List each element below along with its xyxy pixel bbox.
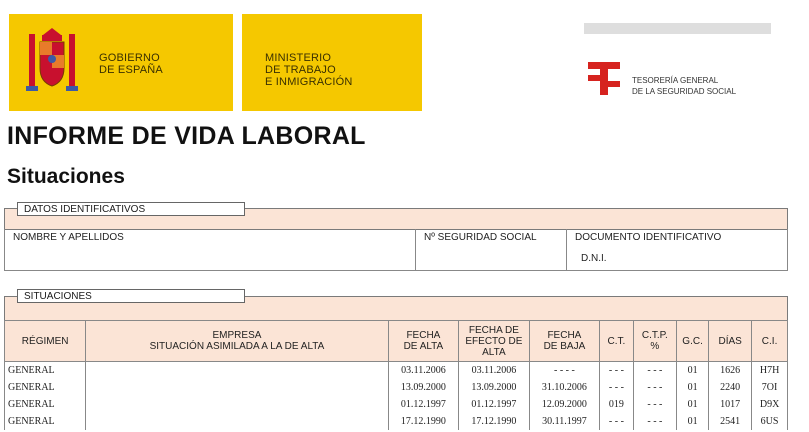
col-header-line: DE ALTA: [403, 341, 444, 352]
cell-dias: 1626: [709, 362, 752, 380]
cell-regimen: GENERAL: [5, 396, 86, 413]
cell-fecha-baja: - - - -: [529, 362, 600, 380]
nss-label: Nº SEGURIDAD SOCIAL: [424, 232, 537, 243]
tgss-line1: TESORERÍA GENERAL: [632, 76, 719, 85]
cell-fecha-efecto-alta: 13.09.2000: [459, 379, 530, 396]
gobierno-espana-logo: [9, 14, 233, 111]
col-header-ci: [752, 321, 788, 362]
col-header-fecha-alta: [388, 321, 459, 362]
gov-name-line1: GOBIERNO: [99, 52, 160, 64]
col-header-line: DÍAS: [718, 335, 742, 347]
cell-fecha-alta: 03.11.2006: [388, 362, 459, 380]
ministry-logo: [242, 14, 422, 111]
page-title: INFORME DE VIDA LABORAL: [7, 122, 366, 150]
cell-fecha-alta: 13.09.2000: [388, 379, 459, 396]
col-header-line: DE BAJA: [543, 341, 586, 352]
cell-ct: - - -: [600, 362, 634, 380]
col-header-line: RÉGIMEN: [21, 335, 69, 347]
cell-fecha-efecto-alta: 01.12.1997: [459, 396, 530, 413]
table-row: [5, 413, 788, 430]
col-header-line: C.T.P.: [641, 330, 668, 341]
col-header-line: SITUACIÓN ASIMILADA A LA DE ALTA: [149, 341, 325, 352]
cell-empresa: [86, 379, 388, 396]
datos-section-label: DATOS IDENTIFICATIVOS: [17, 202, 245, 216]
cell-ctp: - - -: [633, 413, 676, 430]
col-header-line: C.I.: [761, 335, 778, 347]
col-header-line: %: [650, 341, 660, 352]
cell-regimen: GENERAL: [5, 379, 86, 396]
situaciones-table: [4, 320, 788, 430]
col-header-gc: [677, 321, 709, 362]
cell-fecha-baja: 12.09.2000: [529, 396, 600, 413]
situaciones-header-row: [5, 321, 788, 362]
documento-label: DOCUMENTO IDENTIFICATIVO: [575, 232, 722, 243]
col-header-line: EMPRESA: [212, 330, 262, 341]
cell-ci: H7H: [752, 362, 788, 380]
cell-empresa: [86, 362, 388, 380]
col-header-line: FECHA: [547, 330, 582, 341]
redacted-bar: [584, 23, 771, 34]
table-row: [5, 379, 788, 396]
cell-fecha-efecto-alta: 03.11.2006: [459, 362, 530, 380]
cell-ct: - - -: [600, 379, 634, 396]
datos-fields: [4, 229, 788, 271]
gov-name-line2: DE ESPAÑA: [99, 64, 163, 76]
documento-value: D.N.I.: [581, 253, 607, 264]
cell-ctp: - - -: [633, 379, 676, 396]
nombre-field: [5, 229, 416, 270]
col-header-regimen: [5, 321, 86, 362]
col-header-line: C.T.: [607, 335, 626, 347]
col-header-line: FECHA DE: [468, 324, 519, 336]
cell-fecha-baja: 30.11.1997: [529, 413, 600, 430]
cell-ct: 019: [600, 396, 634, 413]
cell-dias: 1017: [709, 396, 752, 413]
cell-empresa: [86, 396, 388, 413]
col-header-line: EFECTO DE: [465, 335, 523, 347]
col-header-line: G.C.: [682, 335, 703, 347]
documento-field: [567, 229, 787, 270]
cell-fecha-alta: 01.12.1997: [388, 396, 459, 413]
cell-empresa: [86, 413, 388, 430]
cell-dias: 2541: [709, 413, 752, 430]
cell-gc: 01: [677, 362, 709, 380]
tgss-line2: DE LA SEGURIDAD SOCIAL: [632, 87, 737, 96]
col-header-fecha-baja: [529, 321, 600, 362]
table-row: [5, 396, 788, 413]
ministry-line3: E INMIGRACIÓN: [265, 76, 353, 88]
col-header-dias: [709, 321, 752, 362]
cell-ci: D9X: [752, 396, 788, 413]
cell-ct: - - -: [600, 413, 634, 430]
col-header-ct: [600, 321, 634, 362]
coat-of-arms-icon: [23, 26, 81, 100]
col-header-line: FECHA: [406, 330, 441, 341]
cell-fecha-efecto-alta: 17.12.1990: [459, 413, 530, 430]
cell-regimen: GENERAL: [5, 413, 86, 430]
col-header-empresa: [86, 321, 388, 362]
nss-field: [416, 229, 567, 270]
cell-gc: 01: [677, 413, 709, 430]
cell-gc: 01: [677, 379, 709, 396]
page-subtitle: Situaciones: [7, 165, 125, 188]
col-header-ctp: [633, 321, 676, 362]
ministry-line2: DE TRABAJO: [265, 64, 336, 76]
cell-ci: 7OI: [752, 379, 788, 396]
cell-fecha-baja: 31.10.2006: [529, 379, 600, 396]
cell-gc: 01: [677, 396, 709, 413]
cell-regimen: GENERAL: [5, 362, 86, 380]
cell-dias: 2240: [709, 379, 752, 396]
ministry-line1: MINISTERIO: [265, 52, 332, 64]
cell-fecha-alta: 17.12.1990: [388, 413, 459, 430]
cell-ci: 6US: [752, 413, 788, 430]
cell-ctp: - - -: [633, 396, 676, 413]
tgss-logo-icon: [588, 62, 622, 96]
col-header-fecha-efecto-alta: [459, 321, 530, 362]
cell-ctp: - - -: [633, 362, 676, 380]
nombre-label: NOMBRE Y APELLIDOS: [13, 232, 124, 243]
table-row: [5, 362, 788, 380]
situaciones-section-label: SITUACIONES: [17, 289, 245, 303]
col-header-line: ALTA: [482, 346, 506, 358]
